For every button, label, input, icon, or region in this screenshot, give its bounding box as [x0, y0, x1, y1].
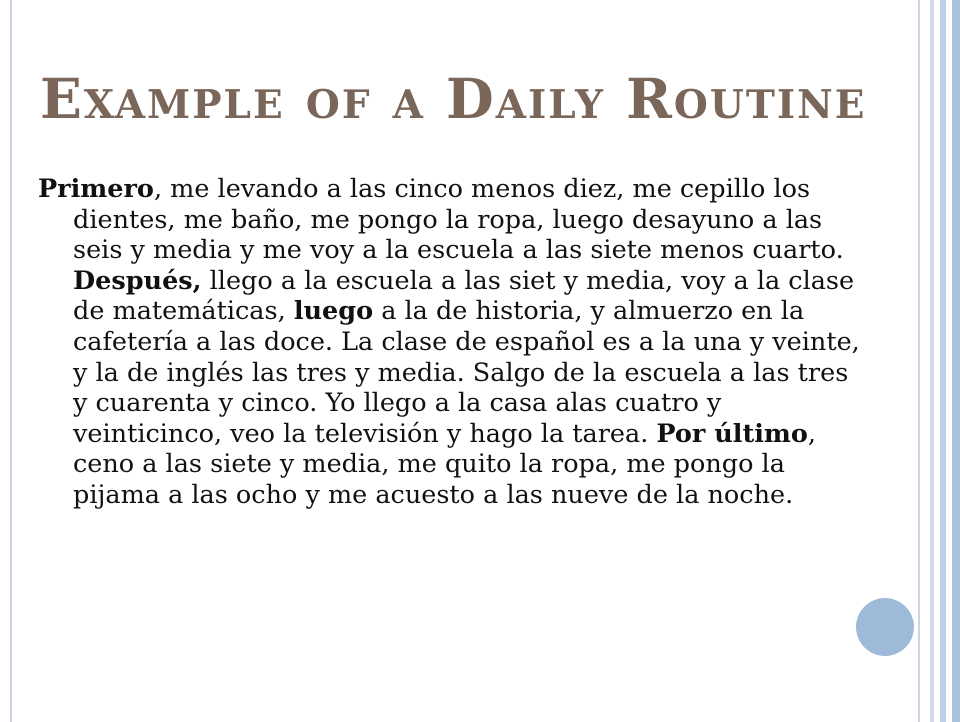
slide-title: Example of a Daily Routine [40, 66, 867, 131]
sequence-word-primero: Primero [38, 174, 154, 204]
paragraph-segment: , me levando a las cinco menos diez, me cepillo los dientes, me baño, me pongo la ropa, luego desayuno a las seis y media y me voy a la escuela a las siete menos cuarto. [73, 174, 844, 266]
paragraph-segment: llego a la escuela a las siet y media, voy a la clase de matemáticas, [73, 265, 855, 327]
sequence-word-por-ultimo: Por último [656, 418, 808, 449]
sequence-word-luego: luego [293, 296, 374, 327]
right-border-stripes [918, 0, 960, 722]
paragraph-segment: a la de historia, y almuerzo en la cafetería a las doce. La clase de español es a la una y veinte, y la de inglés las tres y media. Salgo de la escuela a las tres y cuarenta y cinco. Yo llego a la casa alas cuatro y veinticinco, veo la televisión y hago la tarea. [73, 296, 860, 449]
accent-circle [856, 598, 914, 656]
paragraph-segment: , ceno a las siete y media, me quito la ropa, me pongo la pijama a las ocho y me acuesto a las nueve de la noche. [73, 418, 817, 510]
routine-paragraph [38, 174, 863, 511]
left-border-line [10, 0, 12, 722]
sequence-word-despues: Después, [73, 265, 202, 296]
